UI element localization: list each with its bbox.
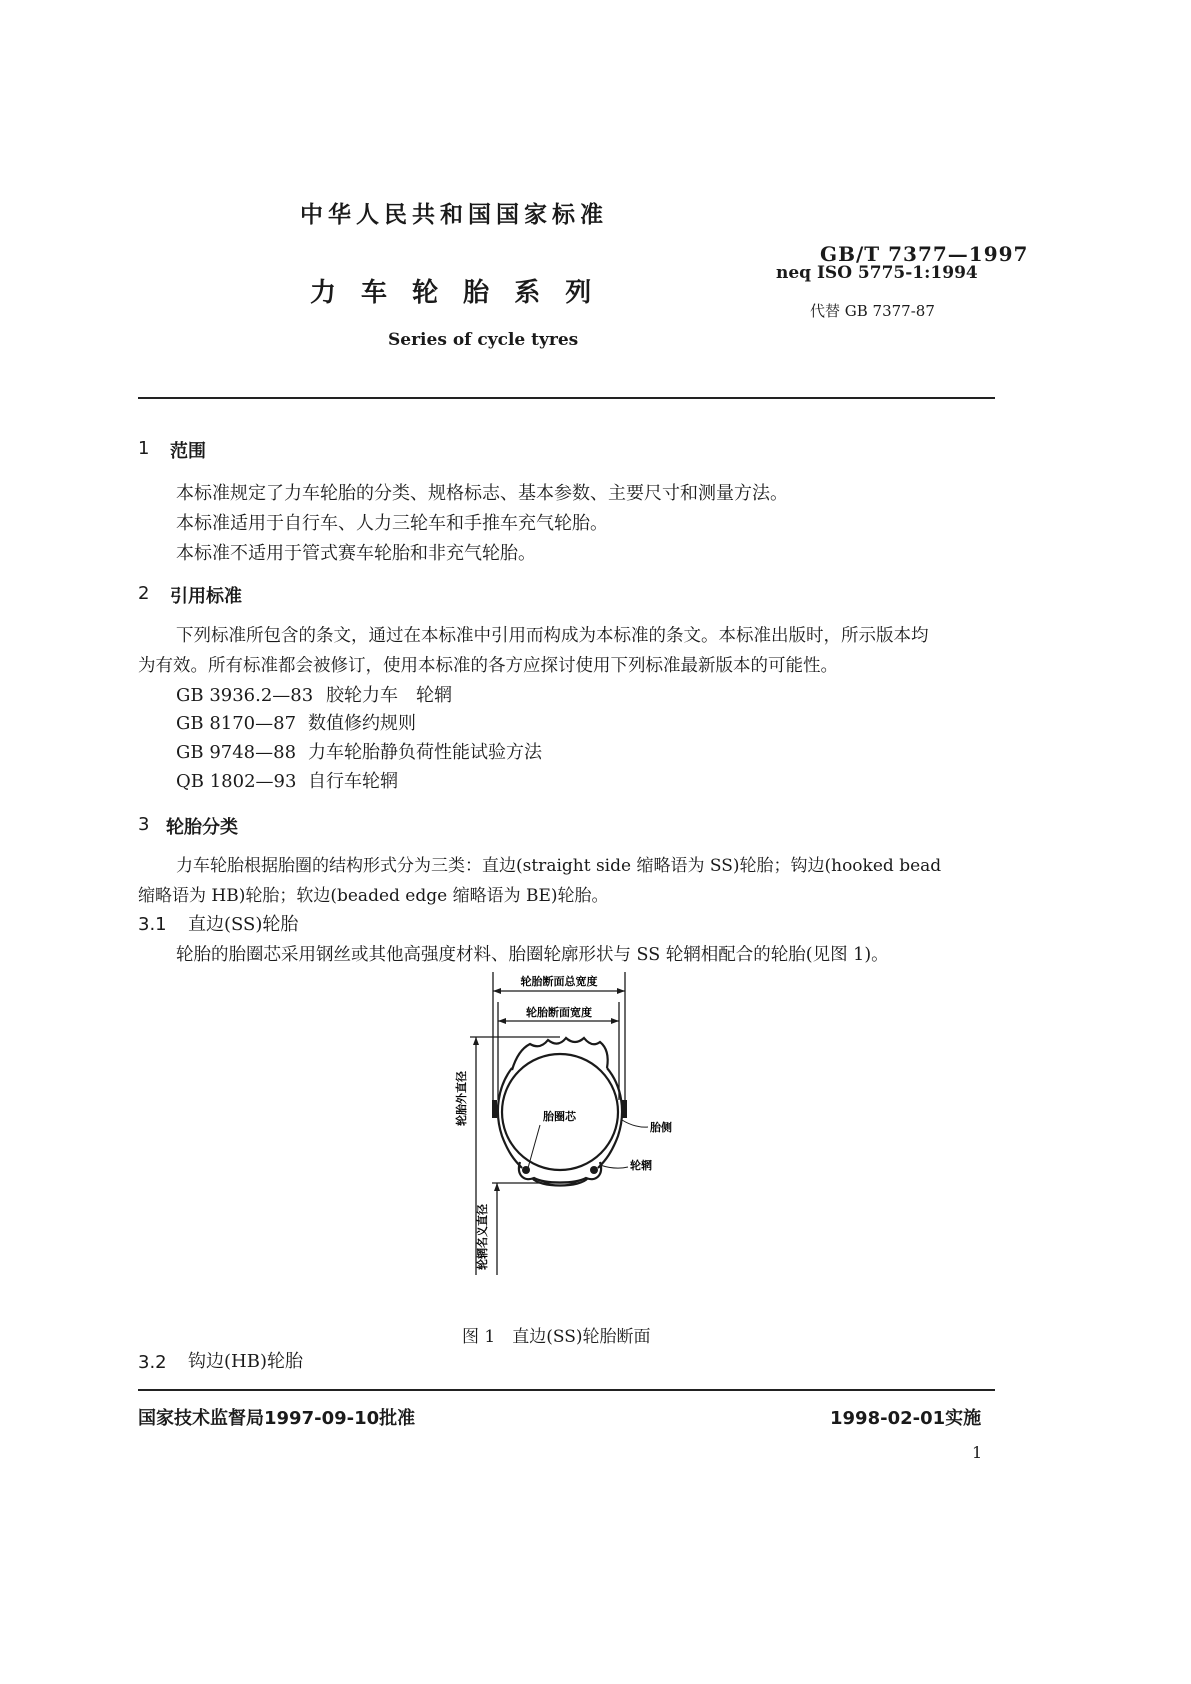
figure-label-rim-diameter: 轮辋名义直径 [476, 1204, 489, 1270]
replaces-standard: 代替 GB 7377-87 [810, 302, 935, 320]
sidewall-tab-right [622, 1100, 627, 1118]
footer-divider [138, 1389, 995, 1391]
figure-label-overall-width: 轮胎断面总宽度 [520, 975, 598, 988]
figure-label-section-width: 轮胎断面宽度 [526, 1006, 592, 1019]
section-1-paragraph-3: 本标准不适用于管式赛车轮胎和非充气轮胎。 [176, 543, 536, 564]
rim-well [532, 1178, 588, 1186]
reference-title: 胶轮力车 轮辋 [326, 685, 452, 706]
section-1-number: 1 [138, 438, 150, 459]
page-number: 1 [972, 1443, 983, 1462]
arrow [611, 1018, 619, 1024]
figure-label-outer-diameter: 轮胎外直径 [455, 1071, 468, 1126]
national-standard-heading: 中华人民共和国国家标准 [300, 202, 608, 228]
section-2-number: 2 [138, 583, 150, 604]
section-3-number: 3 [138, 814, 150, 835]
section-2-paragraph-line-2: 为有效。所有标准都会被修订，使用本标准的各方应探讨使用下列标准最新版本的可能性。 [138, 656, 838, 676]
reference-code: GB 9748—88 [176, 742, 297, 763]
tyre-outer-casing-right [598, 1068, 622, 1168]
figure-label-rim: 轮辋 [630, 1159, 652, 1172]
bead-core-left [522, 1166, 530, 1174]
section-1-paragraph-1: 本标准规定了力车轮胎的分类、规格标志、基本参数、主要尺寸和测量方法。 [176, 483, 788, 504]
document-title-cn: 力 车 轮 胎 系 列 [310, 278, 600, 308]
approval-line: 国家技术监督局1997-09-10批准 [138, 1408, 416, 1429]
section-3-paragraph-line-2: 缩略语为 HB)轮胎；软边(beaded edge 缩略语为 BE)轮胎。 [138, 886, 609, 906]
arrow [498, 1018, 506, 1024]
arrow [617, 988, 625, 994]
figure-1-caption: 图 1 直边(SS)轮胎断面 [462, 1327, 651, 1347]
sidewall-tab-left [492, 1100, 497, 1118]
subsection-3-2-number: 3.2 [138, 1352, 167, 1373]
section-3-heading: 轮胎分类 [166, 817, 238, 838]
arrow [493, 988, 501, 994]
rim-profile [519, 1162, 601, 1183]
figure-label-bead-core: 胎圈芯 [543, 1110, 576, 1123]
section-3-paragraph-line-1: 力车轮胎根据胎圈的结构形式分为三类：直边(straight side 缩略语为 SS)轮胎；钩边(hooked bead [176, 856, 942, 876]
tyre-inner-casing [502, 1054, 618, 1170]
implementation-date: 1998-02-01实施 [830, 1408, 982, 1429]
subsection-3-2-heading: 钩边(HB)轮胎 [188, 1351, 303, 1372]
reference-title: 力车轮胎静负荷性能试验方法 [308, 742, 542, 763]
tread-outline [512, 1038, 608, 1070]
reference-title: 数值修约规则 [308, 713, 416, 734]
subsection-3-1-number: 3.1 [138, 914, 167, 935]
arrow [494, 1183, 500, 1191]
arrow [473, 1037, 479, 1045]
figure-label-sidewall: 胎侧 [650, 1121, 672, 1134]
standard-code: GB/T 7377—1997 [820, 242, 1029, 266]
section-1-paragraph-2: 本标准适用于自行车、人力三轮车和手推车充气轮胎。 [176, 513, 608, 534]
subsection-3-1-heading: 直边(SS)轮胎 [188, 914, 299, 935]
section-2-heading: 引用标准 [170, 586, 242, 607]
leader-bead-core [528, 1125, 540, 1168]
document-title-en: Series of cycle tyres [388, 330, 579, 350]
section-1-heading: 范围 [170, 441, 206, 462]
reference-code: QB 1802—93 [176, 771, 297, 792]
leader-rim [600, 1165, 628, 1168]
reference-code: GB 8170—87 [176, 713, 297, 734]
bead-core-right [590, 1166, 598, 1174]
reference-title: 自行车轮辋 [308, 771, 398, 792]
equivalent-standard: neq ISO 5775-1:1994 [776, 263, 978, 283]
leader-sidewall [622, 1120, 648, 1127]
subsection-3-1-text: 轮胎的胎圈芯采用钢丝或其他高强度材料、胎圈轮廓形状与 SS 轮辋相配合的轮胎(见图 1)。 [176, 945, 889, 965]
tyre-outer-casing [498, 1068, 522, 1168]
header-divider [138, 397, 995, 399]
reference-code: GB 3936.2—83 [176, 685, 314, 706]
section-2-paragraph-line-1: 下列标准所包含的条文，通过在本标准中引用而构成为本标准的条文。本标准出版时，所示版本均 [176, 626, 929, 646]
